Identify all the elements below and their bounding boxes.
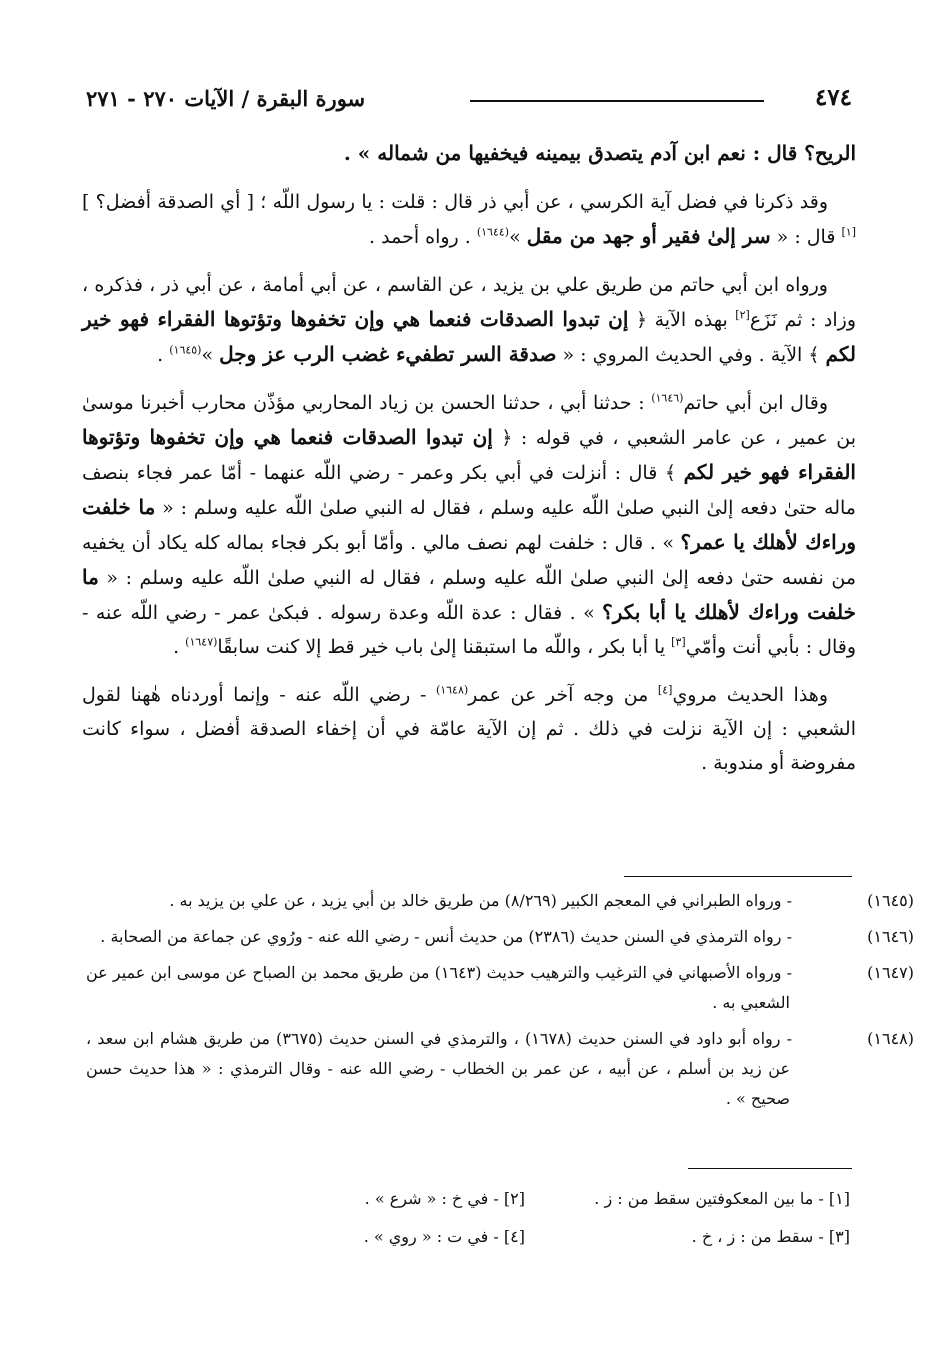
text-run: قال : « xyxy=(770,226,842,248)
variant-ref: [٤] xyxy=(657,683,673,697)
page-header xyxy=(86,84,852,118)
variant-text: - سقط من : ز ، خ . xyxy=(691,1227,824,1246)
variants-row xyxy=(200,1218,850,1256)
footnote-ref: (١٦٤٨) xyxy=(435,683,469,697)
quran-verse: إن تبدوا الصدقات فنعما هي وإن تخفوها وتؤتوها الفقراء فهو خير لكم xyxy=(82,425,856,484)
variant-text: - ما بين المعكوفتين سقط من : ز . xyxy=(594,1189,824,1208)
text-run: » xyxy=(509,226,527,248)
footnote-ref: (١٦٤٥) xyxy=(169,343,202,357)
text-run: وقال ابن أبي حاتم xyxy=(683,392,828,414)
hadith-quote: سر إلىٰ فقير أو جهد من مقل xyxy=(526,224,771,248)
footnote-text: - رواه أبو داود في السنن حديث (١٦٧٨) ، والترمذي في السنن حديث (٣٦٧٥) من طريق هشام ابن سعد ، عن زيد بن أسلم ، عن أبيه ، عن عمر بن الخطاب - رضي الله عنه - وقال الترمذي : « هذا حديث حسن صحيح » . xyxy=(86,1029,793,1108)
variants-row xyxy=(200,1180,850,1218)
text-run: وهذا الحديث مروي xyxy=(672,684,828,706)
footnote-number: (١٦٤٧) xyxy=(867,963,915,982)
footnote-ref: (١٦٤٧) xyxy=(185,635,218,649)
hadith-quote: ما خلفت وراءك لأهلك يا عمر؟ xyxy=(82,495,856,554)
text-run: » xyxy=(201,344,220,366)
surah-title: سورة البقرة / الآيات ٢٧٠ - ٢٧١ xyxy=(86,86,366,111)
text-run: . xyxy=(157,344,170,366)
variant-text: - في خ : « شرع » . xyxy=(364,1189,499,1208)
footnote-number: (١٦٤٥) xyxy=(867,891,914,910)
paragraph-4 xyxy=(82,386,856,664)
variant-number: [٢] xyxy=(503,1189,525,1208)
variant-number: [٣] xyxy=(828,1227,850,1246)
text-run: وقد ذكرنا في فضل آية الكرسي ، عن أبي ذر قال : قلت : يا رسول اللّه ؛ [ أي الصدقة أفضل؟ ] xyxy=(82,191,828,213)
variant-number: [٤] xyxy=(503,1227,525,1246)
footnote xyxy=(86,886,914,916)
footnote-ref: (١٦٤٦) xyxy=(651,391,684,405)
variant-ref: [٣] xyxy=(671,635,686,649)
hadith-quote: صدقة السر تطفيء غضب الرب عز وجل xyxy=(219,342,557,366)
footnote-rule xyxy=(624,876,852,877)
text-run: من وجه آخر عن عمر xyxy=(468,684,658,706)
footnote xyxy=(86,922,914,952)
text-run: » . قال : خلفت لهم نصف مالي . وأمّا أبو بكر فجاء بماله كله يكاد أن يخفيه من نفسه حتىٰ دفعه إلىٰ النبي صلىٰ اللّه عليه وسلم ، فقال له النبي صلىٰ اللّه عليه وسلم : « xyxy=(82,532,856,589)
footnote xyxy=(86,958,915,1018)
variant-number: [١] xyxy=(828,1189,850,1208)
paragraph-1 xyxy=(82,136,856,171)
footnote-text: - رواه الترمذي في السنن حديث (٢٣٨٦) من حديث أنس - رضي الله عنه - ورُوي عن جماعة من الصحابة . xyxy=(100,927,792,946)
paragraph-2 xyxy=(82,185,856,254)
text-run: . xyxy=(173,636,186,658)
paragraph-5 xyxy=(82,678,856,780)
text-run: » . فقال : عدة اللّه وعدة رسوله . فبكىٰ عمر - رضي اللّه عنه - وقال : بأبي أنت وأمّي xyxy=(82,602,856,658)
hadith-quote: ما خلفت وراءك لأهلك يا أبا بكر؟ xyxy=(82,565,856,624)
text-run: - رضي اللّه عنه - وإنما أوردناه هٰهنا لقول الشعبي : إن الآية نزلت في ذلك . ثم إن الآية عامّة في أن إخفاء الصدقة أفضل ، سواء كانت مفروضة أو مندوبة . xyxy=(82,684,856,774)
footnote-text: - ورواه الطبراني في المعجم الكبير (٨/٢٦٩) من طريق خالد بن أبي يزيد ، عن علي بن يزيد به . xyxy=(169,891,792,910)
quran-verse: إن تبدوا الصدقات فنعما هي وإن تخفوها وتؤتوها الفقراء فهو خير لكم xyxy=(82,307,856,366)
main-text xyxy=(82,136,856,794)
text-run: : حدثنا أبي ، حدثنا الحسن بن زياد المحاربي مؤذّن محارب أخبرنا موسىٰ بن عمير ، عن عامر الشعبي ، في قوله : ﴿ xyxy=(82,392,856,449)
header-rule xyxy=(470,100,764,102)
variant-note xyxy=(200,1218,525,1256)
variant-ref: [٢] xyxy=(735,308,750,322)
footnote-text: - ورواه الأصبهاني في الترغيب والترهيب حديث (١٦٤٣) من طريق محمد بن الصباح عن موسى ابن عمير عن الشعبي به . xyxy=(86,963,793,1012)
footnote-number: (١٦٤٦) xyxy=(867,927,914,946)
paragraph-3 xyxy=(82,268,856,372)
hadith-text: الريح؟ قال : نعم ابن آدم يتصدق بيمينه فيخفيها من شماله » . xyxy=(343,141,856,165)
text-run: ﴾ الآية . وفي الحديث المروي : « xyxy=(556,344,826,366)
variants-rule xyxy=(688,1168,852,1169)
text-run: يا أبا بكر ، واللّه ما استبقنا إلىٰ باب خير قط إلا كنت سابقًا xyxy=(217,636,672,658)
text-run: ﴾ قال : أنزلت في أبي بكر وعمر - رضي اللّه عنهما - أمّا عمر فجاء بنصف ماله حتىٰ دفعه إلىٰ النبي صلىٰ اللّه عليه وسلم ، فقال له النبي صلىٰ اللّه عليه وسلم : « xyxy=(82,462,856,519)
variant-note xyxy=(525,1218,850,1256)
text-run: ورواه ابن أبي حاتم من طريق علي بن يزيد ، عن القاسم ، عن أبي أمامة ، عن أبي ذر ، فذكره ، وزاد : ثم نَزَع xyxy=(82,274,856,331)
text-run: بهذه الآية ﴿ xyxy=(628,309,736,331)
page-number: ٤٧٤ xyxy=(814,84,852,111)
variant-text: - في ت : « روي » . xyxy=(363,1227,499,1246)
text-run: . رواه أحمد . xyxy=(369,226,477,248)
footnotes xyxy=(86,886,915,1120)
footnote-ref: (١٦٤٤) xyxy=(476,225,510,239)
variant-ref: [١] xyxy=(841,225,856,239)
variant-note xyxy=(525,1180,850,1218)
variant-note xyxy=(200,1180,525,1218)
textual-variants xyxy=(200,1180,850,1256)
footnote-number: (١٦٤٨) xyxy=(867,1029,915,1048)
footnote xyxy=(86,1024,915,1114)
